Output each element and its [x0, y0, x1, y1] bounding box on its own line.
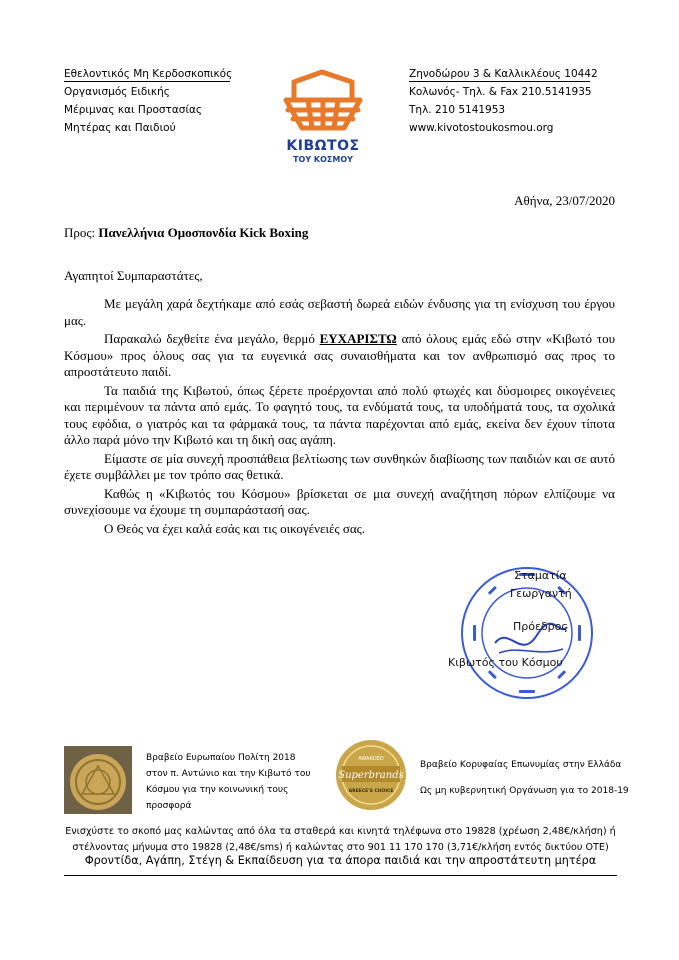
- paragraph-6: Ο Θεός να έχει καλά εσάς και τις οικογένειές σας.: [104, 520, 366, 536]
- signer-role: Πρόεδρος: [513, 620, 568, 633]
- paragraph-2: [64, 331, 615, 381]
- recipient-prefix: Προς:: [64, 225, 96, 240]
- signer-last-name: Γεωργαντή: [510, 587, 572, 600]
- donation-line-2: στέλνοντας μήνυμα στο 19828 (2,48€/sms) ή καλώντας στο 901 11 170 170 (3,71€/κλήση εντός δικτύου ΟΤΕ): [72, 842, 609, 853]
- paragraph-5: Καθώς η «Κιβωτός του Κόσμου» βρίσκεται σε μια συνεχή αναζήτηση πόρων ελπίζουμε να συνεχίσουμε να έχουμε τη συμπαράστασή σας.: [64, 485, 615, 517]
- contact-info: [409, 65, 598, 137]
- header-left-rule: [64, 81, 230, 82]
- header-right-rule: [409, 81, 590, 82]
- award1-line-3: Κόσμου για την κοινωνική τους: [146, 785, 289, 795]
- thanks-emphasis: ΕΥΧΑΡΙΣΤΩ: [319, 331, 397, 346]
- paragraph-4: Είμαστε σε μία συνεχή προσπάθεια βελτίωσης των συνθηκών διαβίωσης των παιδιών και σε αυτό έχετε συμβάλλει με τον τρόπο σας θετικά.: [64, 450, 615, 482]
- badge-main-text: Superbrands: [338, 770, 404, 781]
- award2-line-2: Ως μη κυβερνητική Οργάνωση για το 2018-19: [420, 786, 629, 796]
- footer-rule: [64, 875, 617, 876]
- org-line-2: Οργανισμός Ειδικής: [64, 86, 170, 98]
- motto: Φροντίδα, Αγάπη, Στέγη & Εκπαίδευση για τα άπορα παιδιά και την απροστάτευτη μητέρα: [84, 854, 597, 867]
- award-european-citizen: [146, 750, 311, 814]
- recipient-name: Πανελλήνια Ομοσπονδία Kick Boxing: [98, 225, 309, 240]
- signer-first-name: Σταματία: [514, 569, 567, 582]
- org-line-3: Μέριμνας και Προστασίας: [64, 104, 203, 116]
- badge-bottom-text: GREECE'S CHOICE: [348, 789, 394, 794]
- logo: [282, 68, 364, 164]
- org-line-1: Εθελοντικός Μη Κερδοσκοπικός: [64, 68, 233, 80]
- letter-body: [64, 296, 615, 539]
- phone-fax: Κολωνός- Τηλ. & Fax 210.5141935: [409, 86, 592, 98]
- donation-info: [64, 824, 617, 856]
- signer-org: Κιβωτός του Κόσμου: [448, 656, 563, 669]
- award1-line-4: προσφορά: [146, 801, 192, 811]
- letter-date: Αθήνα, 23/07/2020: [514, 193, 615, 208]
- badge-top-text: AWARDED: [358, 756, 384, 762]
- p2-before: Παρακαλώ δεχθείτε ένα μεγάλο, θερμό: [104, 331, 315, 346]
- official-stamp: [459, 565, 595, 701]
- ark-icon: [282, 68, 364, 136]
- award1-line-1: Βραβείο Ευρωπαίου Πολίτη 2018: [146, 753, 296, 763]
- superbrands-badge: [334, 738, 408, 812]
- org-description: [64, 65, 232, 137]
- website-link[interactable]: www.kivotostoukosmou.org: [409, 122, 554, 134]
- paragraph-3: Τα παιδιά της Κιβωτού, όπως ξέρετε προέρχονται από πολύ φτωχές και δύσμοιρες οικογένειες και περιμένουν τα πάντα από εμάς. Το φαγητό τους, τα ενδύματά τους, τα υποδήματά τους, τα σχολικά τους εφόδια, ο γιατρός και τα φάρμακά τους, τα πάντα παρέχονται από εμάς, εκείνα δεν έχουν τίποτα άλλο παρά μόνο την Κιβωτό και τη δική σας αγάπη.: [64, 382, 615, 447]
- award1-line-2: στον π. Αντώνιο και την Κιβωτό του: [146, 769, 311, 779]
- medal-icon: [64, 746, 132, 814]
- award2-line-1: Βραβείο Κορυφαίας Επωνυμίας στην Ελλάδα: [420, 760, 622, 770]
- address: Ζηνοδώρου 3 & Καλλικλέους 10442: [409, 68, 598, 80]
- phone: Τηλ. 210 5141953: [409, 104, 506, 116]
- recipient: [64, 225, 308, 241]
- donation-line-1: Ενισχύστε το σκοπό μας καλώντας από όλα τα σταθερά και κινητά τηλέφωνα στο 19828 (χρέωση 2,48€/κλήση) ή: [65, 826, 616, 837]
- award-superbrands: [420, 752, 629, 804]
- greeting: Αγαπητοί Συμπαραστάτες,: [64, 268, 203, 283]
- org-line-4: Μητέρας και Παιδιού: [64, 122, 176, 134]
- logo-subtitle: ΤΟΥ ΚΟΣΜΟΥ: [293, 155, 353, 164]
- p2-after: από όλους εμάς εδώ στην «Κιβωτό του Κόσμου» προς όλους σας για τα ευγενικά σας συναισθήματα και τον ανθρωπισμό σας προς το απροστάτευτο παιδί.: [64, 331, 616, 379]
- paragraph-1: Με μεγάλη χαρά δεχτήκαμε από εσάς σεβαστή δωρεά ειδών ένδυσης για τη ενίσχυση του έργου μας.: [64, 296, 615, 328]
- logo-title: ΚΙΒΩΤΟΣ: [286, 138, 360, 154]
